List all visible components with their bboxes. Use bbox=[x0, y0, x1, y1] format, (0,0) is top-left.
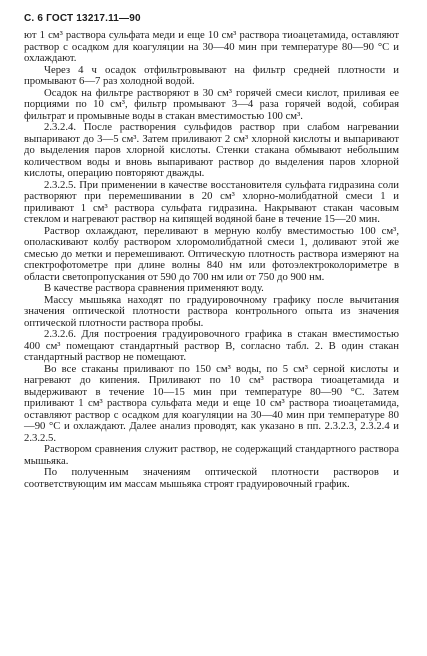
paragraph-12: По полученным значениям оптической плотности растворов и соответствующим им массам мышьяка строят градуировочный график. bbox=[24, 466, 399, 490]
paragraph-3: Осадок на фильтре растворяют в 30 см³ горячей смеси кислот, приливая ее порциями по 10 см³, фильтр промывают 3—4 раза горячей водой, собирая фильтрат и промывные воды в стакан вместимостью 100 см³. bbox=[24, 86, 399, 122]
page-header: С. 6 ГОСТ 13217.11—90 bbox=[24, 13, 141, 24]
paragraph-10: Во все стаканы приливают по 150 см³ воды, по 5 см³ серной кислоты и нагревают до кипения. Приливают по 10 см³ раствора тиоацетамида и выдерживают в течение 10—15 мин при температуре 80—90 °С. Затем приливают 1 см³ раствора сульфата меди и еще 10 см³ раствора тиоацетамида, оставляют раствор с осадком для коагуляции на 30—40 мин при температуре 80—90 °С и охлаждают. Далее анализ проводят, как указано в пп. 2.3.2.3, 2.3.2.4 и 2.3.2.5. bbox=[24, 362, 399, 444]
paragraph-1: ют 1 см³ раствора сульфата меди и еще 10 см³ раствора тиоацетамида, оставляют раствор с осадком для коагуляции на 30—40 мин при температуре 80—90 °С и охлаждают. bbox=[24, 29, 399, 64]
paragraph-4: 2.3.2.4. После растворения сульфидов раствор при слабом нагревании выпаривают до 3—5 см³. Затем приливают 2 см³ хлорной кислоты и выпаривают до выделения паров хлорной кислоты. Стенки стакана обмывают небольшим количеством воды и вновь выпаривают раствор до выделения паров хлорной кислоты, операцию повторяют дважды. bbox=[24, 121, 399, 179]
paragraph-8: Массу мышьяка находят по градуировочному графику после вычитания значения оптической плотности раствора контрольного опыта из значения оптической плотности раствора пробы. bbox=[24, 293, 399, 329]
paragraph-11: Раствором сравнения служит раствор, не содержащий стандартного раствора мышьяка. bbox=[24, 443, 399, 467]
paragraph-9: 2.3.2.6. Для построения градуировочного графика в стакан вместимостью 400 см³ помещают стандартный раствор В, согласно табл. 2. В один стакан стандартный раствор не помещают. bbox=[24, 328, 399, 363]
paragraph-5: 2.3.2.5. При применении в качестве восстановителя сульфата гидразина соли растворяют при перемешивании в 20 см³ хлорно-молибдатной смеси 1 и приливают 1 см³ раствора сульфата гидразина. Накрывают стакан часовым стеклом и нагревают раствор на кипящей водяной бане в течение 15—20 мин. bbox=[24, 178, 399, 225]
paragraph-6: Раствор охлаждают, переливают в мерную колбу вместимостью 100 см³, ополаскивают колбу раствором хлоромолибдатной смеси 1, доливают этой же смесью до метки и перемешивают. Оптическую плотность раствора измеряют на спектрофотометре при длине волны 840 нм или фотоэлектроколориметре в области светопропускания от 590 до 700 нм или от 750 до 900 нм. bbox=[24, 224, 399, 283]
paragraph-2: Через 4 ч осадок отфильтровывают на фильтр средней плотности и промывают 6—7 раз холодной водой. bbox=[24, 63, 399, 87]
document-body bbox=[24, 30, 399, 490]
paragraph-7: В качестве раствора сравнения применяют воду. bbox=[44, 282, 264, 294]
